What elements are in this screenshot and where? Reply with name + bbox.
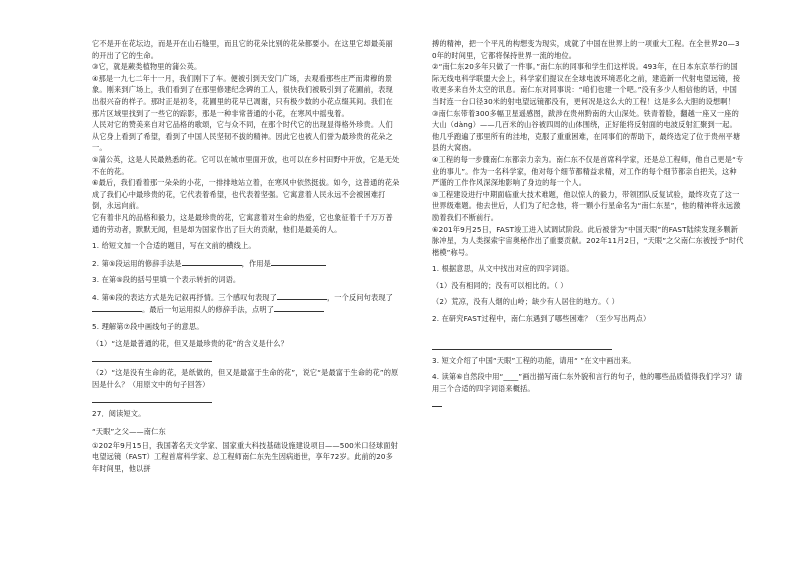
left-paragraph-2: ③它，就是蕨类植物里的蒲公英。 — [92, 62, 202, 72]
left-paragraph-4: 人民对它的赞美来自对它品格的歌颂，它与众不同，在那个时代它的出现显得格外珍贵。人们从它身上看到了希望，看到了中国人民坚韧不拔的精神。因此它也被人们誉为最珍贵的花朵之一。 — [92, 120, 393, 153]
question-4-text-a: 4. 第⑥段的表达方式是先记叙再抒情。三个感叹句表现了 — [92, 292, 277, 302]
article-paragraph-1: ①202年9月15日，我国著名天文学家、国家重大科技基础设施建设项目——500米口径球面射电望远镜（FAST）工程首席科学家、总工程师南仁东先生因病逝世，享年72岁。此前的20多年时间里，他以拼 — [92, 440, 398, 473]
question-4-text-c: 。最后一句运用拟人的修辞手法，点明了 — [142, 305, 275, 315]
question-2-text-b: ，作用是 — [241, 258, 271, 268]
answer-line[interactable] — [92, 392, 212, 403]
left-column — [92, 38, 400, 474]
question-4-text-b: ，一个反问句表现了 — [326, 292, 393, 302]
left-paragraph-7: 它有着非凡的品格和毅力，这是最珍贵的花，它寓意着对生命的热爱，它也象征着千千万万普通的劳动者，默默无闻，但是却为国家作出了巨大的贡献，他们是最美的人。 — [92, 212, 393, 234]
question-1: 1. 给短文加一个合适的题目，写在文前的横线上。 — [92, 241, 256, 251]
right-question-1: 1. 根据意思，从文中找出对应的四字词语。 — [432, 264, 574, 274]
left-paragraph-1: 它不是开在花坛边，而是开在山石缝里，而且它的花朵比别的花朵都要小。在这里它却最美丽的开出了它的生命。 — [92, 39, 393, 60]
right-paragraph-1: 搏的精神，把一个平凡的构想变为现实，成就了中国在世界上的一项重大工程。在全世界20—30年的时间里，它都将保持世界一流的地位。 — [432, 39, 740, 60]
question-2-text-a: 2. 第⑤段运用的修辞手法是 — [92, 258, 182, 268]
answer-blank[interactable] — [274, 303, 324, 312]
right-column — [432, 38, 744, 411]
right-question-2: 2. 在研究FAST过程中，南仁东遇到了哪些困难？（至少写出两点） — [432, 314, 651, 324]
right-question-1-2: （2）荒凉，没有人烟的山岭；缺少有人居住的地方。（ ） — [432, 297, 619, 307]
right-paragraph-5: ⑤工程建设进行中期面临重大技术难题，他以惊人的毅力，带领团队反复试验，最终攻克了这一世界级难题。他去世后，人们为了纪念他，将一颗小行星命名为“南仁东星”，他的精神将永远激励着我们不断前行。 — [432, 189, 741, 222]
question-27: 27．阅读短文。 — [92, 409, 146, 419]
answer-blank[interactable] — [92, 303, 142, 312]
question-2 — [92, 257, 400, 270]
left-paragraph-3: ④那是一九七二年十一月，我们刚下了车。便被引到天安门广场，去观看那些庄严而肃穆的景象。刚来到广场上，我们看到了在那里修建纪念碑的工人，很快我们被吸引到了花圃前，表现出很兴奋的样子。那时正是初冬，花圃里的花早已凋谢，只有极少数的小花点缀其间。我们在那片区域里找到了一些它的踪影，那是一种非常普通的小花，在寒风中摇曳着。 — [92, 73, 393, 118]
right-paragraph-4: ④工程的每一步骤南仁东都亲力亲为。南仁东不仅是首席科学家，还是总工程师，他自己更是“专业的事儿”。作为一名科学家，他对每个细节都精益求精，对工作的每个细节都亲自把关，这种严谨的工作作风深深地影响了身边的每一个人。 — [432, 154, 744, 188]
answer-blank[interactable] — [277, 291, 327, 300]
answer-line[interactable] — [92, 351, 212, 362]
answer-blank[interactable] — [271, 257, 326, 266]
article-title: “天眼”之父——南仁东 — [92, 427, 166, 437]
right-question-1-1: （1）没有相同的；没有可以相比的。（ ） — [432, 280, 568, 290]
right-paragraph-2: ②“南仁东20多年只做了一件事。”南仁东的同事和学生们这样说。493年，在日本东京举行的国际无线电科学联盟大会上，科学家们提议在全球电波环境恶化之前，建造新一代射电望远镜，接收更多来自外太空的讯息。南仁东对同事说：“咱们也建一个吧。”没有多少人相信他的话，中国当时连一台口径30米的射电望远镜都没有，更何况是这么大的工程！这是多么大胆的设想啊！ — [432, 62, 741, 106]
right-question-3: 3. 短文介绍了中国“天眼”工程的功能，请用“ ”在文中画出来。 — [432, 355, 636, 365]
answer-dash[interactable] — [432, 398, 442, 407]
question-4 — [92, 291, 400, 316]
question-5-1: （1）“这是最普通的花，但又是最珍贵的花”的含义是什么？ — [92, 338, 288, 348]
question-5-2: （2）“这是没有生命的花，是纸做的，但又是最富于生命的花”，说它“是最富于生命的花”的原因是什么？（用原文中的句子回答） — [92, 368, 399, 389]
question-5: 5. 理解第⑦段中画线句子的意思。 — [92, 322, 204, 332]
question-3: 3. 在第⑤段的括号里填一个表示转折的词语。 — [92, 275, 241, 285]
right-question-4: 4. 读第⑥自然段中用“____”画出描写南仁东外貌和言行的句子，他的哪些品质值得我们学习？请用三个合适的四字词语来概括。 — [432, 372, 743, 393]
right-paragraph-6: ⑥201年9月25日，FAST竣工进入试调试阶段。此后被誉为“中国天眼”的FAST陆续发现多颗新脉冲星，为人类探索宇宙奥秘作出了重要贡献。202年11月2日，“天眼”之父南仁东被授予“时代楷模”称号。 — [432, 224, 744, 257]
answer-line[interactable] — [432, 339, 612, 350]
right-paragraph-3: ③南仁东带着300多幅卫星遥感图，跋涉在贵州黔南的大山深处。铁青着脸，翻越一座又一座的大山（dàng）——几百米的山谷被四周的山体围绕，正好能将反射面的电波反射汇聚到一起。他几乎跑遍了那里所有的洼地，克服了重重困难，在同事们的帮助下，最终选定了位于贵州平塘县的大窝凼。 — [432, 108, 741, 153]
answer-blank[interactable] — [182, 257, 242, 266]
left-paragraph-5: ⑤蒲公英，这是人民最熟悉的花。它可以在城市里面开放，也可以在乡村田野中开放，它是无处不在的花。 — [92, 154, 400, 176]
left-paragraph-6: ⑥最后，我们看着那一朵朵的小花，一排排地站立着，在寒风中依然挺拔。如今，这普通的花朵成了我们心中最珍贵的花，它代表着希望，也代表着坚强。它寓意着人民永远不会被困难打倒，永远向前。 — [92, 178, 400, 211]
